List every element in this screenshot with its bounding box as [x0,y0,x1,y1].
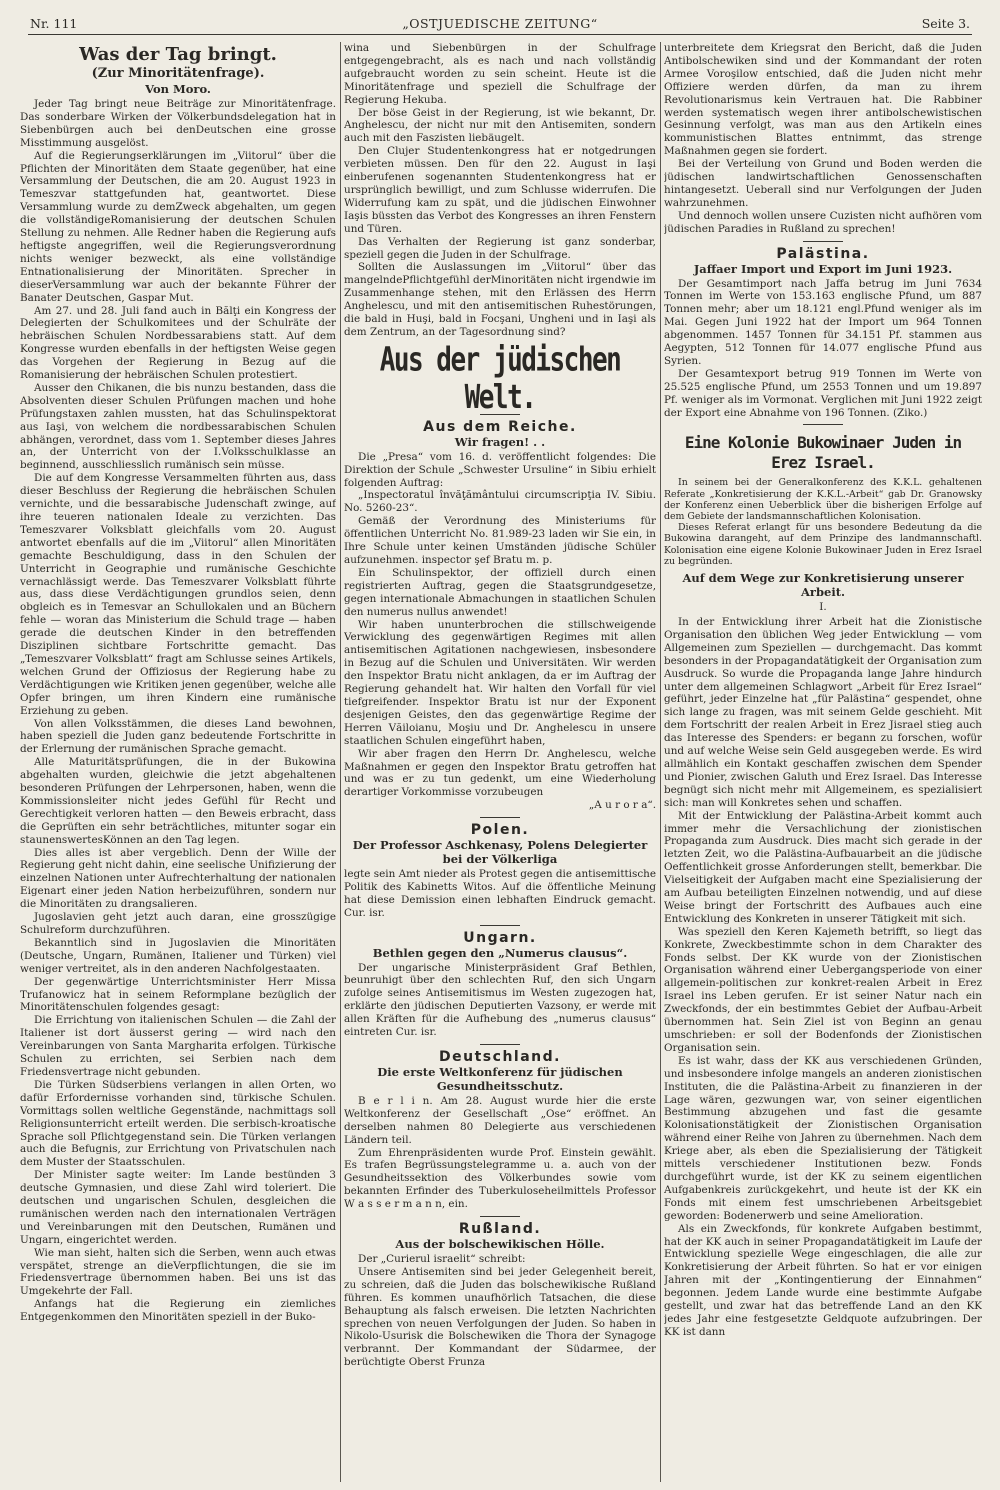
paragraph: Der Minister sagte weiter: Im Lande bestünden 3 deutsche Gymnasien, und diese Zahl wird toleriert. Die deutschen und ungarischen Schulen, desgleichen die rumänischen werden nach den internationalen Verträgen und Vereinbarungen mit den Deutschen, Rumänen und Ungarn, eingerichtet werden. [20,1169,336,1246]
paragraph: Ein Schulinspektor, der offiziell durch einen registrierten Auftrag, gegen die Staatsgrundgesetze, gegen internationale Abmachungen in staatlichen Schulen den numerus nullus anwendet! [344,566,656,618]
sub-heading: Auf dem Wege zur Konkretisierung unserer Arbeit. [682,571,964,600]
paragraph: Am 27. und 28. Juli fand auch in Bălţi ein Kongress der Delegierten der Schulkomitees und der Schulräte der hebräischen Schulen Nordbessarabiens statt. Auf dem Kongresse wurden ebenfalls in der heftigsten Weise gegen das Vorgehen der Regierung in Bezug auf die Romanisierung der hebräischen Schulen protestiert. [20,304,336,382]
region-heading-palaestina: Palästina. [776,245,870,262]
sub-heading: Wir fragen! . . [454,434,546,449]
paragraph: Der ungarische Ministerpräsident Graf Bethlen, beunruhigt über den schlechten Ruf, den sich Ungarn zufolge seines Antisemitismus im Westen zugezogen hat, erklärte den jüdischen Deputierten Vazsony, er werde mit allen Kräften für die Aufhebung des „numerus clausus“ eintreten Cur. isr. [344,961,656,1039]
roman-numeral: I. [819,601,827,614]
paragraph: Als ein Zweckfonds, für konkrete Aufgaben bestimmt, hat der KK auch in seiner Propagandatätigkeit im Laufe der Entwicklung spezielle Wege eingeschlagen, die alle zur Konkretisierung der Arbeit führten. So hat er vor einigen Jahren mit der „Kontingentierung der Einnahmen“ begonnen. Jedem Lande wurde eine bestimmte Aufgabe gestellt, und zwar hat das betreffende Land an den KK jedes Jahr eine festgesetzte Geldquote aufzubringen. Der KK ist dann [664,1222,982,1338]
paragraph: Was speziell den Keren Kajemeth betrifft, so liegt das Konkrete, Zweckbestimmte schon in dem Charakter des Fonds selbst. Der KK wurde von der Zionistischen Organisation während einer Uebergangsperiode von einer allgemein-politischen zur konkret-realen Arbeit in Erez Israel ins Leben gerufen. Er ist seiner Natur nach ein Zweckfonds, der ein bestimmtes Gebiet der Aufbau-Arbeit übernommen hat. Sein Ziel ist von Beginn an genau umschrieben: er soll der Bodenfonds der Zionistischen Organisation sein. [664,925,982,1054]
paragraph: Gemäß der Verordnung des Ministeriums für öffentlichen Unterricht No. 81.989-23 laden wir Sie ein, in Ihre Schule unter keinen Umständen jüdische Schüler aufzunehmen. inspector şef Bratu m. p. [344,515,656,566]
note-paragraph: Dieses Referat erlangt für uns besondere Bedeutung da die Bukowina darangeht, auf dem Prinzipe des landmannschaftl. Kolonisation eine eigene Kolonie Bukowinaer Juden in Erez Israel zu begründen. [664,522,982,567]
divider [480,1044,520,1045]
article-title: Was der Tag bringt. [79,44,277,65]
column-1 [20,42,336,1482]
paragraph: Bei der Verteilung von Grund und Boden werden die jüdischen landwirtschaftlichen Genossenschaften hintangesetzt. Ueberall sind nur Verfolgungen der Juden wahrzunehmen. [664,158,982,209]
paragraph: Ausser den Chikanen, die bis nunzu bestanden, dass die Absolventen dieser Schulen Prüfungen machen und hohe Prüfungstaxen zahlen mussten, hat das Schulinspektorat aus Iaşi, von welchem die nordbessarabischen Schulen abhängen, verordnet, dass vom 1. September dieses Jahres an, der Unterricht von der I.Volksschulklasse an beginnend, ausschliesslich rumänisch sein müsse. [20,381,336,472]
paragraph: Die Türken Südserbiens verlangen in allen Orten, wo dafür Erfordernisse vorhanden sind, türkische Schulen. Vormittags sollen weltliche Gegenstände, nachmittags soll Religionsunterricht erteilt werden. Die serbisch-kroatische Sprache soll Pflichtgegenstand sein. Die Türken verlangen auch die Befugnis, zur Errichtung von Privatschulen nach dem Muster der Staatsschulen. [20,1078,336,1169]
column-rule [340,42,341,1482]
paragraph: Mit der Entwicklung der Palästina-Arbeit kommt auch immer mehr die Versachlichung der zionistischen Propaganda zum Ausdruck. Dies macht sich gerade in der letzten Zeit, wo die Palästina-Aufbauarbeit an die jüdische Oeffentlichkeit grosse Anforderungen stellt, bemerkbar. Die Vielseitigkeit der Aufgaben macht eine Spezialisierung der am Aufbau beteiligten Einzelnen notwendig, und auf diese Weise bringt der Fortschritt des Aufbaues auch eine Entwicklung des Konkreten in unserer Tätigkeit mit sich. [664,809,982,925]
divider [803,424,843,425]
article-author: Von Moro. [145,82,211,96]
paragraph: unterbreitete dem Kriegsrat den Bericht, daß die Juden Antibolschewiken sind und der Kommandant der roten Armee Voroşilow entschied, daß die Juden nicht mehr Offiziere werden dürfen, da man zu ihrem Revolutionarismus kein Vertrauen hat. Die Rabbiner werden systematisch wegen ihrer antibolschewistischen Gesinnung verfolgt, was man aus den Artikeln eines kommunistischen Blattes entnimmt, das strenge Maßnahmen gegen sie fordert. [664,42,982,158]
divider [480,817,520,818]
paragraph: Unsere Antisemiten sind bei jeder Gelegenheit bereit, zu schreien, daß die Juden das bolschewikische Rußland führen. Es kommen unaufhörlich Tatsachen, die diese Behauptung als falsch erweisen. Die letzten Nachrichten sprechen von neuen Verfolgungen der Juden. So haben in Nikolo-Usurisk die Bolschewiken die Thora der Synagoge verbrannt. Der Kommandant der Südarmee, der berüchtigte Oberst Frunza [344,1265,656,1369]
sub-heading: Der Professor Aschkenasy, Polens Delegierter bei der Völkerliga [352,838,648,867]
paragraph: Jugoslavien geht jetzt auch daran, eine grosszügige Schulreform durchzuführen. [20,911,336,936]
running-head [28,14,972,35]
section-title: Aus der jüdischen Welt. [379,341,621,417]
paragraph: Anfangs hat die Regierung ein ziemliches Entgegenkommen den Minoritäten speziell in der Buko- [20,1298,336,1324]
note-paragraph: In seinem bei der Generalkonferenz des K.K.L. gehaltenen Referate „Konkretisierung der K.K.L.-Arbeit“ gab Dr. Granowsky der Konferenz einen Ueberblick über die bisherigen Erfolge auf dem Gebiete der landsmannschaftlichen Kolonisation. [664,477,982,523]
paragraph: „Inspectoratul învăţământului circumscripţia IV. Sibiu. No. 5260-23“. [344,489,656,515]
paragraph: B e r l i n. Am 28. August wurde hier die erste Weltkonferenz der Gesellschaft „Ose“ eröffnet. An derselben nahmen 80 Delegierte aus verschiedenen Ländern teil. [344,1094,656,1146]
paragraph: Es ist wahr, dass der KK aus verschiedenen Gründen, und insbesondere infolge mangels an anderen zionistischen Instituten, die die Palästina-Arbeit zu finanzieren in der Lage wären, gezwungen war, von seiner eigentlichen Bestimmung abzugehen und fast die gesamte Kolonisationstätigkeit der Zionistischen Organisation während einer Reihe von Jahren zu übernehmen. Nach dem Kriege aber, als eben die Spezialisierung der Tätigkeit mittels verschiedener Institutionen bezw. Fonds durchgeführt wurde, ist der KK zu seinem eigentlichen Aufgabenkreis zurückgekehrt, und heute ist der KK ein Fonds mit einem fest umschriebenen Arbeitsgebiet geworden: Bodenerwerb und seine Amelioration. [664,1054,982,1222]
paragraph: Bekanntlich sind in Jugoslavien die Minoritäten (Deutsche, Ungarn, Rumänen, Italiener und Türken) viel weniger vertreitet, als in den anderen Nachfolgestaaten. [20,936,336,975]
signoff: „A u r o r a“. [588,799,656,812]
sub-heading: Bethlen gegen den „Numerus clausus“. [372,945,628,960]
column-rule [660,42,661,1482]
paragraph: Das Verhalten der Regierung ist ganz sonderbar, speziell gegen die Juden in der Schulfrage. [344,235,656,261]
region-heading-deutschland: Deutschland. [439,1049,561,1065]
region-heading-polen: Polen. [470,822,530,839]
paragraph: Sollten die Auslassungen im „Viitorul“ über das mangelndePflichtgefühl derMinoritäten nicht irgendwie im Zusammenhange stehen, mit den Erlässen des Herrn Anghelescu, und mit den antisemitischen Ruhestörungen, die bald in Huşi, bald in Focşani, Ungheni und in Iaşi als dem Zentrum, an der Tagesordnung sind? [344,261,656,338]
paragraph: Die „Presa“ vom 16. d. veröffentlicht folgendes: Die Direktion der Schule „Schwester Ursuline“ in Sibiu erhielt folgenden Auftrag: [344,450,656,489]
sub-heading: Jaffaer Import und Export im Juni 1923. [693,261,953,276]
paragraph: Und dennoch wollen unsere Cuzisten nicht aufhören vom jüdischen Paradies in Rußland zu sprechen! [664,209,982,235]
divider [803,241,843,242]
paragraph: Wie man sieht, halten sich die Serben, wenn auch etwas verspätet, strenge an dieVerpflichtungen, die sie im Friedensvertrage übernommen haben. Bei uns ist das Umgekehrte der Fall. [20,1246,336,1298]
newspaper-name: „OSTJUEDISCHE ZEITUNG“ [402,16,598,31]
column-2 [344,42,656,1482]
page-number-left: Nr. 111 [30,16,78,31]
page-number-right: Seite 3. [921,16,970,31]
paragraph: Auf die Regierungserklärungen im „Viitorul“ über die Pflichten der Minoritäten dem Staate gegenüber, hat eine Versammlung der Deutschen, die am 20. August 1923 in Temeszvar stattgefunden hat, geantwortet. Diese Versammlung wurde zu demZweck abgehalten, um gegen die vollständigeRomanisierung der deutschen Schulen Stellung zu nehmen. Alle Redner haben die Regierung aufs heftigste angegriffen, weil die Regierungsverordnung nichts weniger bezweckt, als eine vollständige Entnationalisierung der Minoritäten. Sprecher in dieserVersammlung war auch der bekannte Führer der Banater Deutschen, Gaspar Mut. [20,149,336,304]
paragraph: Der Gesamtexport betrug 919 Tonnen im Werte von 25.525 englische Pfund, um 2553 Tonnen und um 19.897 Pf. weniger als im Vormonat. Verglichen mit Juni 1922 zeigt der Export eine Abnahme von 196 Tonnen. (Ziko.) [664,367,982,419]
paragraph: Dies alles ist aber vergeblich. Denn der Wille der Regierung geht nicht dahin, eine seelische Unifizierung der einzelnen Nationen unter Aufrechterhaltung der nationalen Eigenart einer jeden Nation herbeizuführen, sondern nur die Minoritäten zu drangsalieren. [20,846,336,911]
article-subtitle: (Zur Minoritätenfrage). [91,66,265,81]
paragraph: Von allen Volksstämmen, die dieses Land bewohnen, haben speziell die Juden ganz bedeutende Fortschritte in der Erlernung der rumänischen Sprache gemacht. [20,717,336,756]
paragraph: Der Gesamtimport nach Jaffa betrug im Juni 7634 Tonnen im Werte von 153.163 englische Pfund, um 887 Tonnen mehr; aber um 18.121 engl.Pfund weniger als im Mai. Gegen Juni 1922 hat der Import um 964 Tonnen abgenommen. 1457 Tonnen für 34.151 Pf. stammen aus Aegypten, 512 Tonnen für 14.077 englische Pfund aus Syrien. [664,277,982,367]
region-heading-ungarn: Ungarn. [463,929,537,946]
paragraph: Wir aber fragen den Herrn Dr. Anghelescu, welche Maßnahmen er gegen den Inspektor Bratu getroffen hat und was er zu tun gedenkt, um eine Wiederholung derartiger Vorkommisse vorzubeugen [344,747,656,799]
column-3 [664,42,982,1482]
region-heading-reiche: Aus dem Reiche. [423,418,577,435]
paragraph: Den Clujer Studentenkongress hat er notgedrungen verbieten müssen. Den für den 22. August in Iaşi einberufenen sogenannten Studentenkongress hat er ursprünglich bewilligt, und zum Schlusse widerrufen. Die Widerrufung kam zu spät, und die jüdischen Einwohner Iaşis büssten das Verbot des Kongresses an ihren Fenstern und Türen. [344,145,656,235]
paragraph: Der gegenwärtige Unterrichtsminister Herr Missa Trufanowicz hat in seinem Reformplane bezüglich der Minoritätenschulen folgendes gesagt: [20,975,336,1014]
divider [480,1216,520,1217]
paragraph: Der „Curierul israelit“ schreibt: [358,1252,526,1265]
paragraph: Wir haben ununterbrochen die stillschweigende Verwicklung des gegenwärtigen Regimes mit allen antisemitischen Agitationen nachgewiesen, insbesondere in Bezug auf die Schulen und Universitäten. Wir werden den Inspektor Bratu nicht anklagen, da er im Auftrag der Regierung gehandelt hat. Wir halten den Vorfall für viel tiefgreifender. Inspektor Bratu ist nur der Exponent desjenigen Geistes, den das gegenwärtige Regime der Herren Văiloianu, Moşiu und Dr. Anghelescu in unsere staatlichen Schulen eingeführt haben, [344,618,656,747]
sub-heading: Aus der bolschewikischen Hölle. [395,1236,605,1251]
sub-heading: Die erste Weltkonferenz für jüdischen Gesundheitsschutz. [377,1064,623,1093]
paragraph: Die Errichtung von italienischen Schulen — die Zahl der Italiener ist dort äusserst gering — wird nach den Vereinbarungen von Santa Margharita erfolgen. Türkische Schulen zu errichten, sei Serbien nach dem Friedensvertrage nicht gebunden. [20,1014,336,1078]
paragraph: Die auf dem Kongresse Versammelten führten aus, dass dieser Beschluss der Regierung die hebräischen Schulen vernichte, und die bessarabische Judenschaft zwinge, auf ihre teueren nationalen Ideale zu verzichten. Das Temeszvarer Volksblatt gleichfalls vom 20. August antwortet ebenfalls auf die im „Viitorul“ allen Minoritäten gemachte Beschuldigung, dass in den Schulen der Unterricht in Geographie und rumänische Geschichte vernachlässigt werde. Das Temeszvarer Volksblatt führte aus, dass diese Verdächtigungen grundlos seien, denn obgleich es in Temesvar an Schullokalen und an Büchern fehle — woran das Ministerium die Schuld trage — haben gerade die deutschen Kinder in den betreffenden Disziplinen sichtbare Fortschritte gemacht. Das „Temeszvarer Volksblatt“ fragt am Schlusse seines Artikels, welchen Grund der Offiziosus der Regierung habe zu Verdächtigungen wie Kritiken jenen gegenüber, welche alle Opfer bringen, um ihren Kindern eine rumänische Erziehung zu geben. [20,472,336,717]
paragraph: In der Entwicklung ihrer Arbeit hat die Zionistische Organisation den üblichen Weg jeder Entwicklung — vom Allgemeinen zum Speziellen — durchgemacht. Das kommt besonders in der Propagandatätigkeit der Organisation zum Ausdruck. So wurde die Propaganda lange Jahre hindurch unter dem allgemeinen Schlagwort „Arbeit für Erez Israel“ geführt, jeder Einzelne hat „für Palästina“ gespendet, ohne sich lange zu fragen, was mit seinem Gelde geschieht. Mit dem Fortschritt der realen Arbeit in Erez Jisrael stieg auch das Interesse des Spenders: er begann zu forschen, wofür und auf welche Weise sein Geld ausgegeben werde. Es wird allmählich ein Kontakt geschaffen zwischen dem Spender und Pionier, zwischen Galuth und Erez Israel. Das Interesse begnügt sich nicht mehr mit Allgemeinem, es spezialisiert sich: man will Konkretes sehen und schaffen. [664,616,982,809]
colony-title: Eine Kolonie Bukowinaer Juden in Erez Israel. [684,433,962,473]
paragraph: Zum Ehrenpräsidenten wurde Prof. Einstein gewählt. Es trafen Begrüssungstelegramme u. a. auch von der Gesundheitssektion des Völkerbundes sowie vom bekannten Erfinder des Tuberkuloseheilmittels Professor W a s s e r m a n n, ein. [344,1146,656,1211]
divider [480,925,520,926]
paragraph: Alle Maturitätsprüfungen, die in der Bukowina abgehalten wurden, gleichwie die jetzt abgehaltenen besonderen Prüfungen der Lehrpersonen, haben, wenn die Kommissionsleiter nicht jedes Gefühl für Recht und Gerechtigkeit verloren hatten — den Beweis erbracht, dass die Geprüften ein sehr beträchtliches, mitunter sogar ein staunenswertesKönnen an den Tag legen. [20,756,336,846]
paragraph: legte sein Amt nieder als Protest gegen die antisemittische Politik des Kabinetts Witos. Auf die öffentliche Meinung hat diese Demission einen lebhaften Eindruck gemacht. Cur. isr. [344,868,656,919]
paragraph: Der böse Geist in der Regierung, ist wie bekannt, Dr. Anghelescu, der nicht nur mit den Antisemiten, sondern auch mit den Faszisten liebäugelt. [344,106,656,145]
paragraph: Jeder Tag bringt neue Beiträge zur Minoritätenfrage. Das sonderbare Wirken der Völkerbundsdelegation hat in Siebenbürgen auch bei denDeutschen eine grosse Misstimmung ausgelöst. [20,98,336,149]
paragraph: wina und Siebenbürgen in der Schulfrage entgegengebracht, als es nach und nach vollständig aufgebraucht worden zu sein scheint. Heute ist die Minoritätenfrage und speziell die Schulfrage der Regierung Hekuba. [344,42,656,106]
region-heading-russland: Rußland. [458,1221,542,1238]
